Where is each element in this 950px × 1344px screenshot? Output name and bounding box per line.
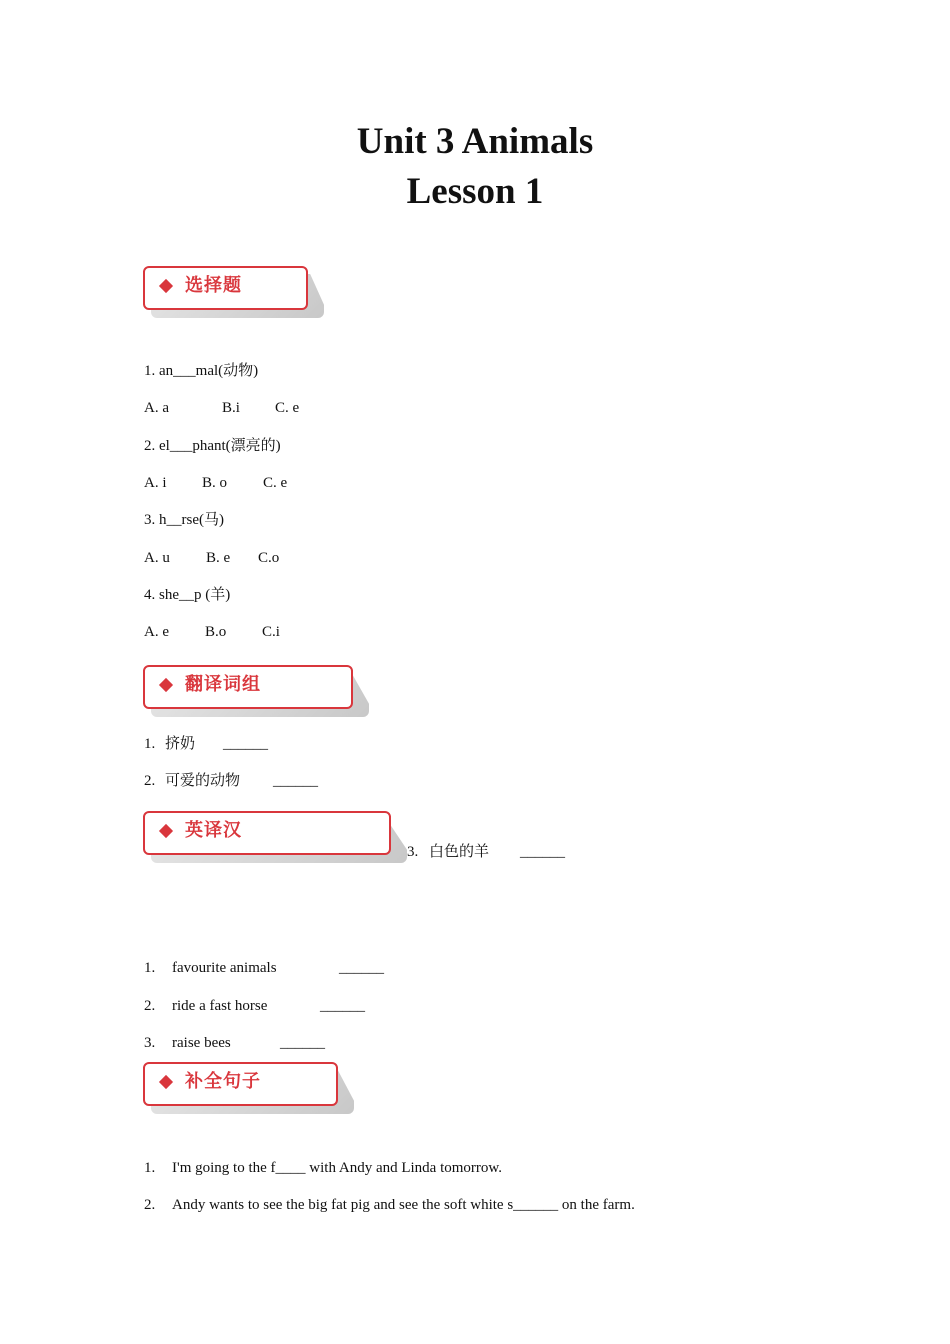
option: B.o (205, 624, 227, 640)
option: B. o (202, 475, 228, 491)
question-text: 4. she__p (羊) (144, 587, 231, 603)
section-heading-label: 英译汉 (185, 820, 242, 841)
section-heading-complete (143, 1062, 338, 1106)
item-number: 2. (144, 998, 156, 1014)
option: A. i (144, 475, 167, 491)
sentence-text: I'm going to the f____ with Andy and Linda tomorrow. (172, 1160, 503, 1176)
phrase-text: 白色的羊 (429, 844, 490, 860)
phrase-text: 挤奶 (165, 736, 196, 752)
phrase-number: 3. (407, 844, 419, 860)
phrase-number: 1. (144, 736, 156, 752)
section-heading-label: 翻译词组 (185, 674, 261, 695)
phrase-text: 可爱的动物 (165, 773, 241, 789)
item-text: raise bees (172, 1035, 231, 1051)
item-text: favourite animals (172, 960, 277, 976)
section-heading-en-to-cn (143, 811, 391, 855)
option: C.o (258, 550, 280, 566)
option: A. e (144, 624, 169, 640)
item-number: 2. (144, 1197, 156, 1213)
item-number: 1. (144, 960, 156, 976)
answer-blank: ______ (223, 736, 268, 752)
answer-blank: ______ (339, 960, 384, 976)
question-text: 2. el___phant(漂亮的) (144, 438, 281, 454)
option: A. u (144, 550, 170, 566)
section-heading-translate (143, 665, 353, 709)
section-heading-label: 补全句子 (185, 1071, 261, 1092)
option: C. e (263, 475, 288, 491)
item-text: ride a fast horse (172, 998, 268, 1014)
answer-blank: ______ (520, 844, 565, 860)
phrase-number: 2. (144, 773, 156, 789)
section-heading-choice (143, 266, 308, 310)
sentence-text: Andy wants to see the big fat pig and see the soft white s______ on the farm. (172, 1197, 635, 1213)
answer-blank: ______ (273, 773, 318, 789)
question-text: 1. an___mal(动物) (144, 363, 259, 379)
option: C. e (275, 400, 300, 416)
option: A. a (144, 400, 169, 416)
item-number: 3. (144, 1035, 156, 1051)
page-subtitle: Lesson 1 (406, 171, 544, 212)
question-text: 3. h__rse(马) (144, 512, 224, 528)
item-number: 1. (144, 1160, 156, 1176)
option: C.i (262, 624, 280, 640)
option: B. e (206, 550, 231, 566)
option: B.i (222, 400, 240, 416)
section-heading-label: 选择题 (185, 275, 242, 296)
answer-blank: ______ (280, 1035, 325, 1051)
answer-blank: ______ (320, 998, 365, 1014)
page-title: Unit 3 Animals (356, 121, 594, 162)
